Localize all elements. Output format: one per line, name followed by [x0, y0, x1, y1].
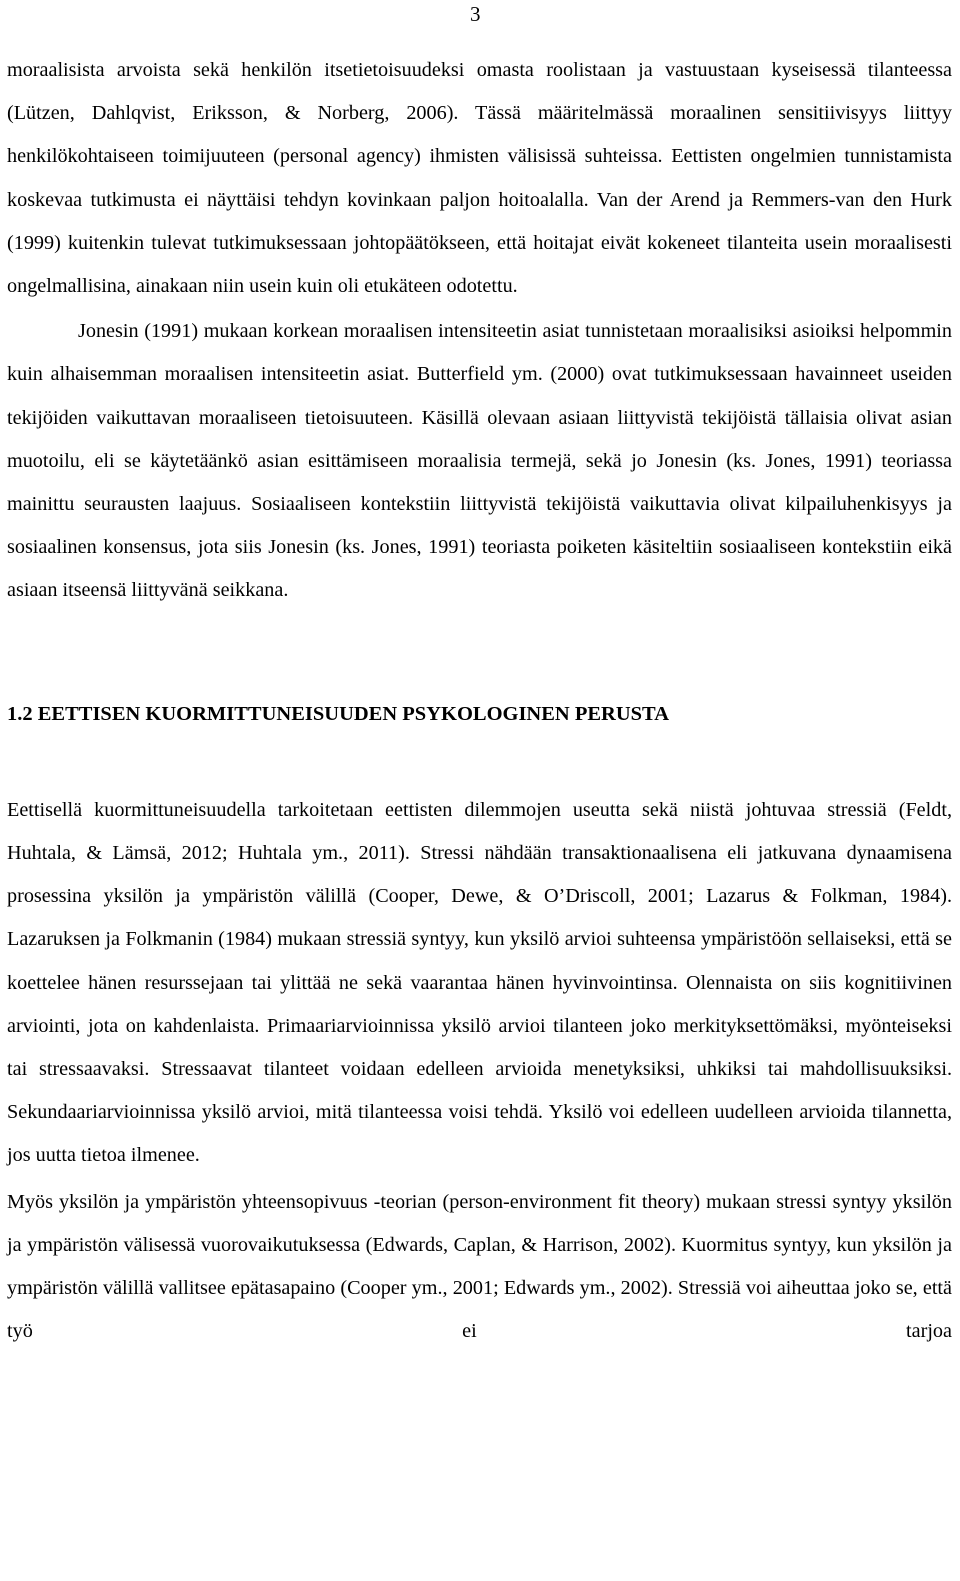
- paragraph-person-environment-fit: Myös yksilön ja ympäristön yhteensopivuus -teorian (person-environment fit theory) mukaan stressi syntyy yksilön ja ympäristön välisessä vuorovaikutuksessa (Edwards, Caplan, & Harrison, 2002). Kuormitus syntyy, kun yksilön ja ympäristön välillä vallitsee epätasapaino (Cooper ym., 2001; Edwards ym., 2002). Stressiä voi aiheuttaa joko se, että työ ei tarjoa: [7, 1190, 952, 1343]
- page-number: 3: [470, 2, 481, 26]
- section-heading: 1.2 EETTISEN KUORMITTUNEISUUDEN PSYKOLOGINEN PERUSTA: [7, 702, 670, 725]
- paragraph-moral-intensity: Jonesin (1991) mukaan korkean moraalisen intensiteetin asiat tunnistetaan moraalisiksi asioiksi helpommin kuin alhaisemman moraalisen intensiteetin asiat. Butterfield ym. (2000) ovat tutkimuksessaan havainneet useiden tekijöiden vaikuttavan moraaliseen tietoisuuteen. Käsillä olevaan asiaan liittyvistä tekijöistä tällaisia olivat asian muotoilu, eli se käytetäänkö asian esittämiseen moraalisia termejä, sekä jo Jonesin (ks. Jones, 1991) teoriassa mainittu seurausten laajuus. Sosiaaliseen kontekstiin liittyvistä tekijöistä vaikuttavia olivat kilpailuhenkisyys ja sosiaalinen konsensus, jota siis Jonesin (ks. Jones, 1991) teoriasta poiketen käsiteltiin sosiaaliseen kontekstiin eikä asiaan itseensä liittyvänä seikkana.: [7, 320, 952, 602]
- document-body: [7, 49, 952, 1353]
- paragraph-moral-sensitivity: moraalisista arvoista sekä henkilön itsetietoisuudeksi omasta roolistaan ja vastuustaan kyseisessä tilanteessa (Lützen, Dahlqvist, Eriksson, & Norberg, 2006). Tässä määritelmässä moraalinen sensitiivisyys liittyy henkilökohtaiseen toimijuuteen (personal agency) ihmisten välisissä suhteissa. Eettisten ongelmien tunnistamista koskevaa tutkimusta ei näyttäisi tehdyn kovinkaan paljon hoitoalalla. Van der Arend ja Remmers-van den Hurk (1999) kuitenkin tulevat tutkimuksessaan johtopäätökseen, että hoitajat eivät kokeneet tilanteita usein moraalisesti ongelmallisina, ainakaan niin usein kuin oli etukäteen odotettu.: [7, 59, 952, 298]
- paragraph-ethical-strain: Eettisellä kuormittuneisuudella tarkoitetaan eettisten dilemmojen useutta sekä niistä johtuvaa stressiä (Feldt, Huhtala, & Lämsä, 2012; Huhtala ym., 2011). Stressi nähdään transaktionaalisena eli jatkuvana dynaamisena prosessina yksilön ja ympäristön välillä (Cooper, Dewe, & O’Driscoll, 2001; Lazarus & Folkman, 1984). Lazaruksen ja Folkmanin (1984) mukaan stressiä syntyy, kun yksilö arvioi suhteensa ympäristöön sellaiseksi, että se koettelee hänen resurssejaan tai ylittää ne sekä vaarantaa hänen hyvinvointinsa. Olennaista on siis kognitiivinen arviointi, jota on kahdenlaista. Primaariarvioinnissa yksilö arvioi tilanteen joko merkityksettömäksi, myönteiseksi tai stressaavaksi. Stressaavat tilanteet voidaan edelleen arvioida menetyksiksi, uhkiksi tai mahdollisuuksiksi. Sekundaariarvioinnissa yksilö arvioi, mitä tilanteessa voisi tehdä. Yksilö voi edelleen uudelleen arvioida tilannetta, jos uutta tietoa ilmenee.: [7, 798, 952, 1167]
